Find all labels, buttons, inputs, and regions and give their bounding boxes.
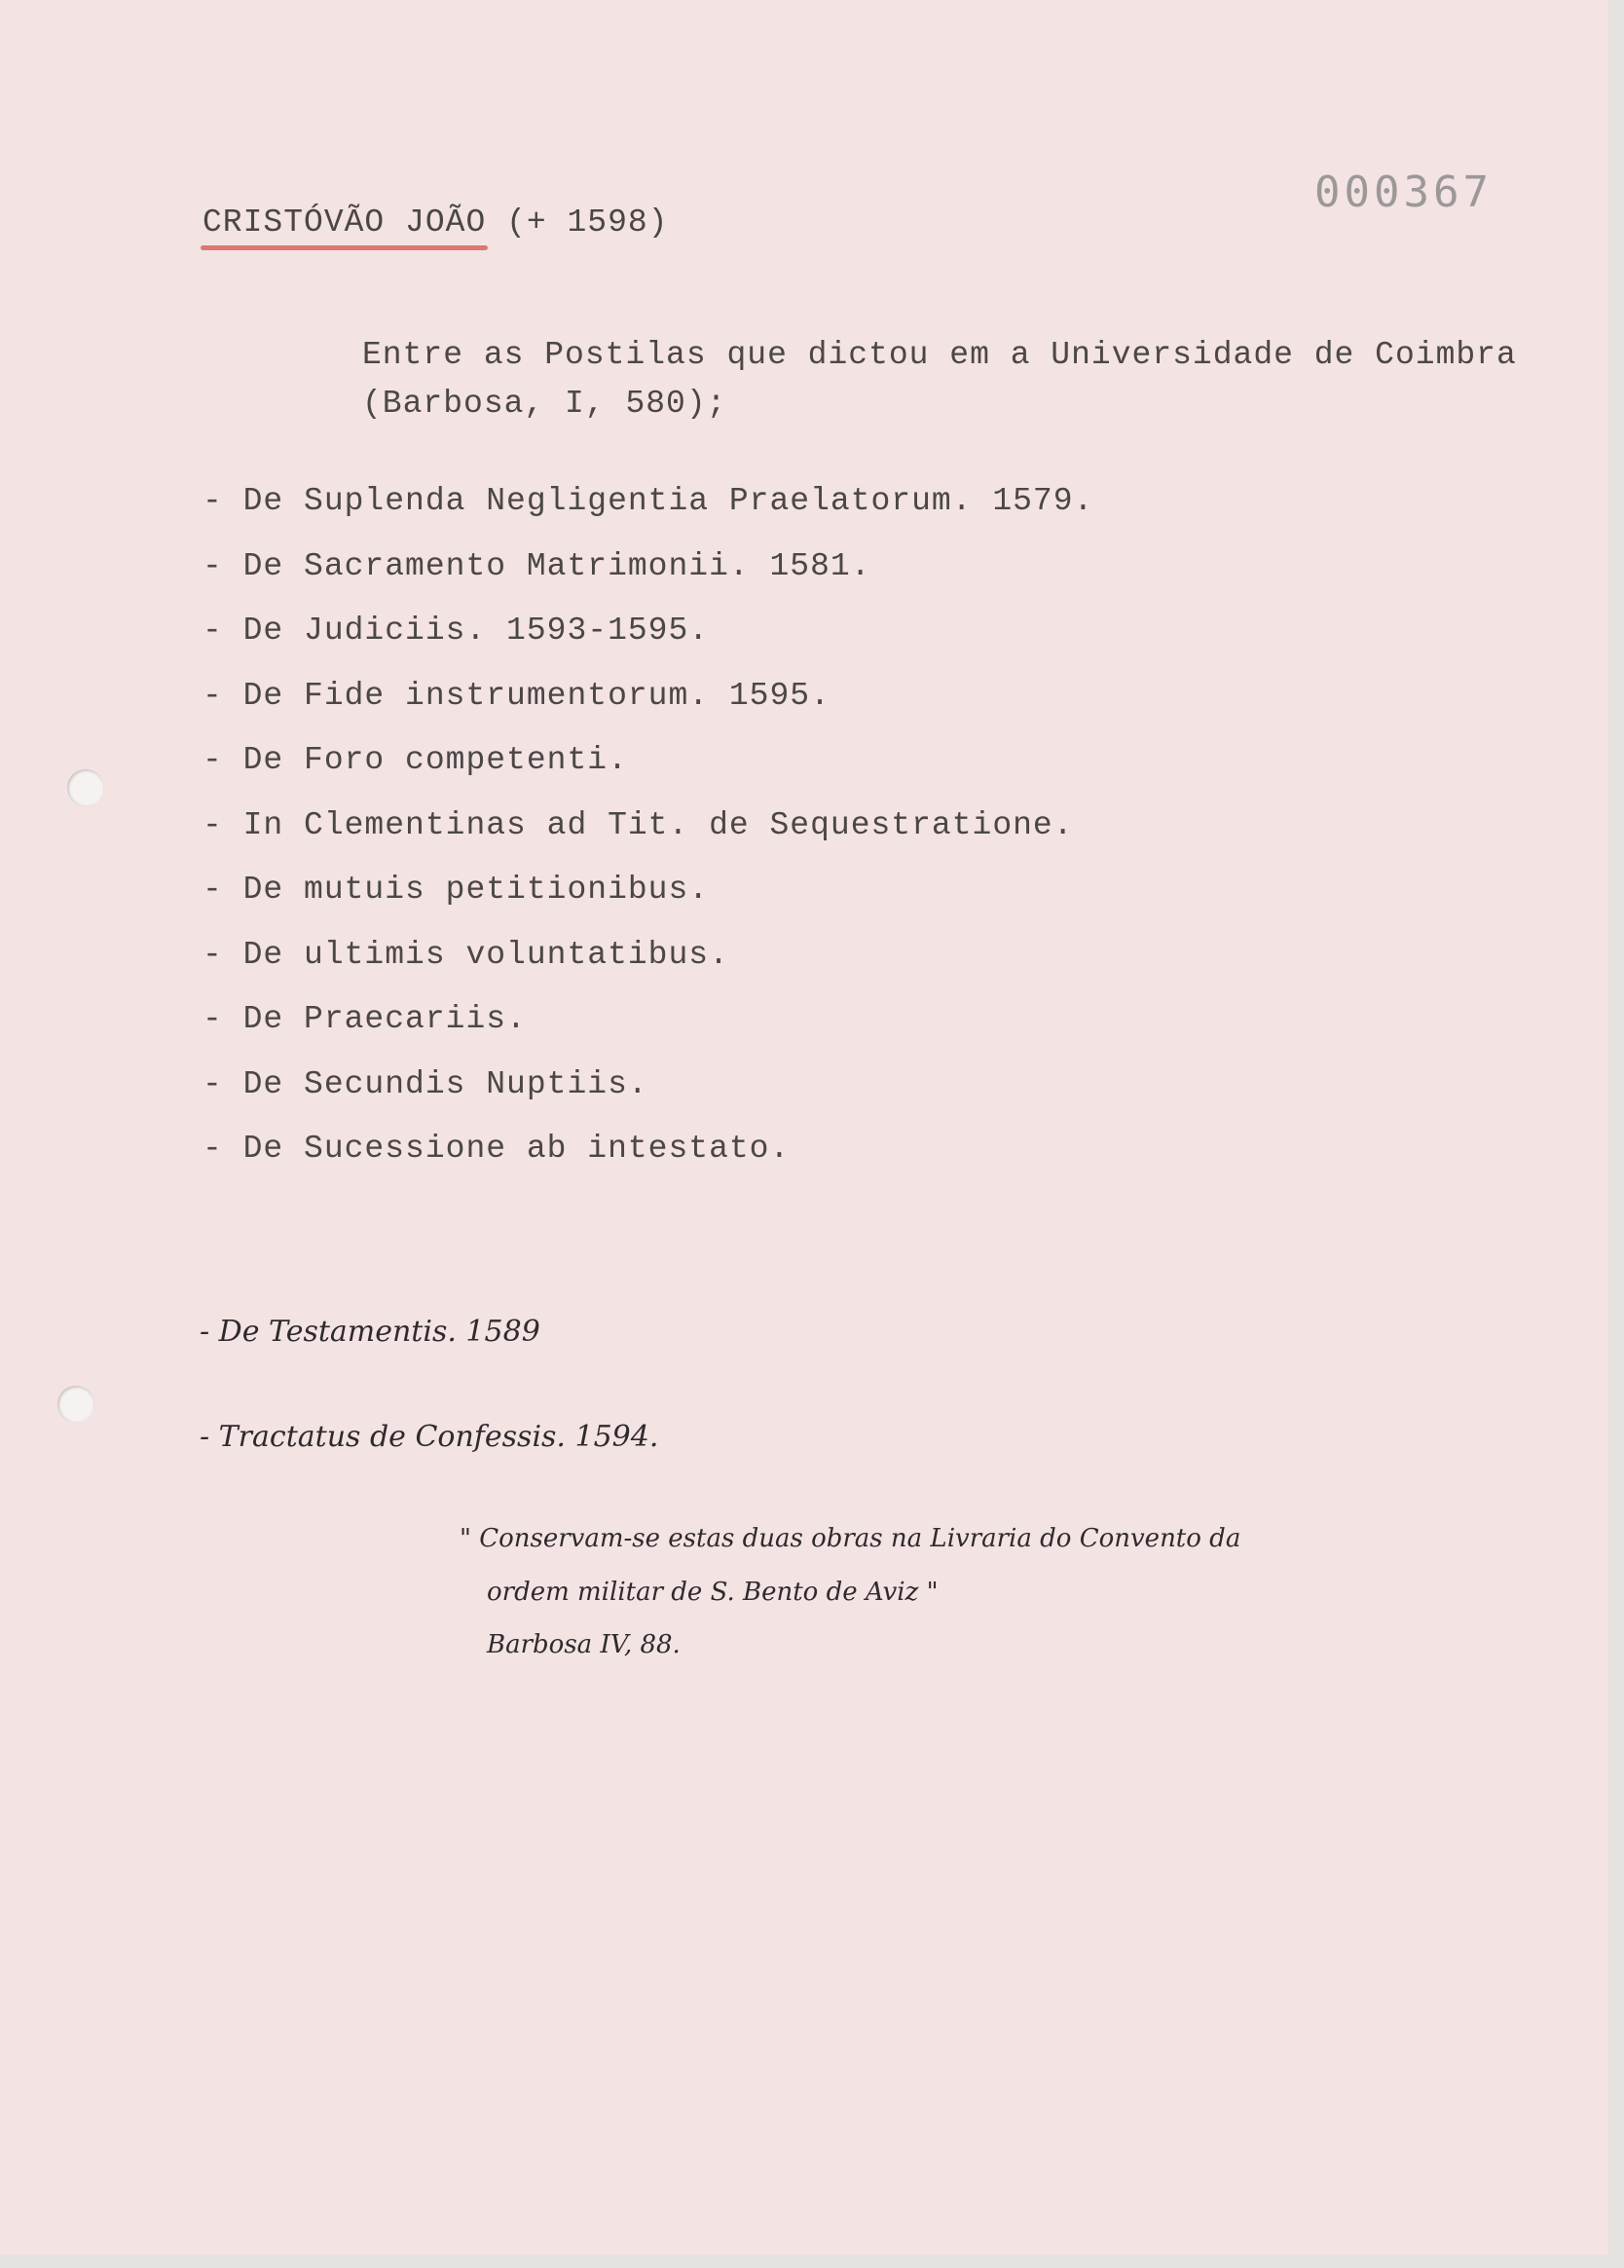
- work-item: - De Fide instrumentorum. 1595.: [203, 678, 830, 714]
- author-name: CRISTÓVÃO JOÃO: [203, 204, 487, 241]
- handwritten-item-2: - Tractatus de Confessis. 1594.: [200, 1420, 659, 1454]
- scan-background-right: [1608, 0, 1624, 2268]
- work-item: - De mutuis petitionibus.: [203, 872, 710, 908]
- handwritten-item-1: - De Testamentis. 1589: [200, 1315, 540, 1349]
- work-item: - De Foro competenti.: [203, 742, 628, 778]
- page-title: [203, 204, 669, 241]
- punch-hole-bottom: [57, 1386, 94, 1423]
- punch-hole-top: [67, 769, 104, 806]
- handwritten-quote-line-1: " Conservam-se estas duas obras na Livraria do Convento da: [460, 1524, 1241, 1553]
- work-item: - De ultimis voluntatibus.: [203, 937, 729, 973]
- handwritten-quote-line-2: ordem militar de S. Bento de Aviz ": [487, 1578, 939, 1607]
- work-item: - De Secundis Nuptiis.: [203, 1066, 648, 1102]
- author-name-wrapper: [203, 204, 486, 241]
- work-item: - De Judiciis. 1593-1595.: [203, 613, 710, 649]
- archive-stamp-number: 000367: [1314, 167, 1493, 217]
- red-underline: [201, 245, 488, 250]
- work-item: - De Sucessione ab intestato.: [203, 1131, 791, 1167]
- work-item: - De Sacramento Matrimonii. 1581.: [203, 548, 871, 584]
- intro-line-1: Entre as Postilas que dictou em a Universidade de Coimbra: [362, 337, 1517, 373]
- scan-background-bottom: [0, 2255, 1624, 2268]
- work-item: - In Clementinas ad Tit. de Sequestratione.: [203, 807, 1074, 843]
- work-item: - De Praecariis.: [203, 1001, 527, 1037]
- handwritten-citation: Barbosa IV, 88.: [487, 1630, 681, 1659]
- author-dates: (+ 1598): [506, 204, 669, 241]
- work-item: - De Suplenda Negligentia Praelatorum. 1579.: [203, 483, 1094, 519]
- intro-line-2: (Barbosa, I, 580);: [362, 386, 727, 422]
